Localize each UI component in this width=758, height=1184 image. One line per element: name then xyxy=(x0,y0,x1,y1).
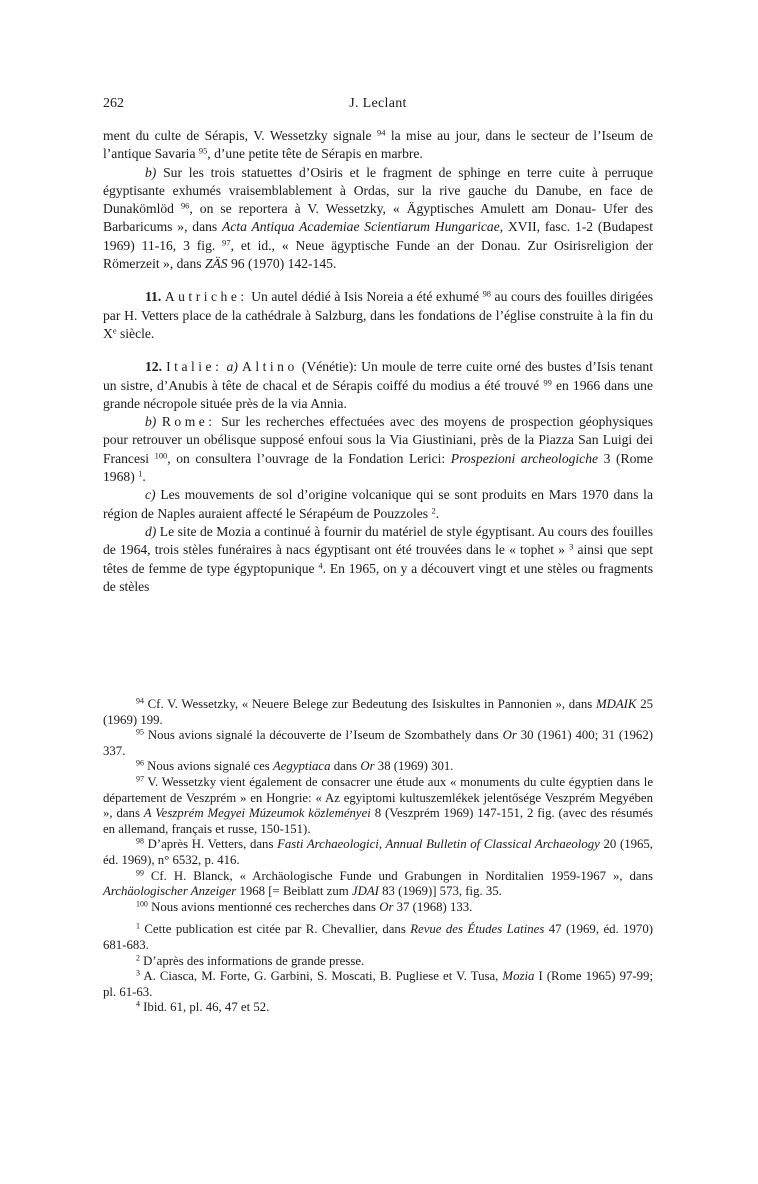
footnote: $^{97}$ V. Wessetzky vient également de consacrer une étude aux « monuments du culte égyptien dans le département de Veszprém » en Hongrie: « Az egyiptomi kultuszemlékek jelentősége Veszprém Megyében », dans A Veszprém Megyei Múzeumok közleményei 8 (Veszprém 1969) 147-151, 2 fig. (avec des résumés en allemand, français et russe, 150-151). xyxy=(103,774,653,836)
footnote: $^{94}$ Cf. V. Wessetzky, « Neuere Belege zur Bedeutung des Isiskultes in Pannonien », dans MDAIK 25 (1969) 199. xyxy=(103,696,653,727)
running-header xyxy=(103,96,653,116)
footnote: $^{95}$ Nous avions signalé la découverte de l’Iseum de Szombathely dans Or 30 (1961) 400; 31 (1962) 337. xyxy=(103,727,653,758)
footnote: $^{100}$ Nous avions mentionné ces recherches dans Or 37 (1968) 133. xyxy=(136,899,473,914)
footnote: $^{96}$ Nous avions signalé ces Aegyptiaca dans Or 38 (1969) 301. xyxy=(136,759,454,774)
paragraph-mozia: d) Le site de Mozia a continué à fournir du matériel de style égyptisant. Au cours des fouilles de 1964, trois stèles funéraires à nacs égyptisant ont été trouvées dans le « tophet » $^3$ ainsi que sept têtes de femme de type égyptopunique $^4$. En 1965, on y a découvert vingt et une stèles ou fragments de stèles xyxy=(103,523,653,594)
running-title: J. Leclant xyxy=(349,96,407,111)
footnote: $^3$ A. Ciasca, M. Forte, G. Garbini, S. Moscati, B. Pugliese et V. Tusa, Mozia I (Rome 1965) 97-99; pl. 61-63. xyxy=(103,968,654,999)
main-text xyxy=(103,127,653,596)
footnote: $^{98}$ D’après H. Vetters, dans Fasti Archaeologici, Annual Bulletin of Classical Archaeology 20 (1965, éd. 1969), n° 6532, p. 416. xyxy=(103,836,654,867)
footnotes xyxy=(103,697,653,1016)
footnote: $^1$ Cette publication est citée par R. Chevallier, dans Revue des Études Latines 47 (1969, éd. 1970) 681-683. xyxy=(103,921,653,952)
paragraph-serapis: ment du culte de Sérapis, V. Wessetzky signale $^{94}$ la mise au jour, dans le secteur de l’Iseum de l’antique Savaria $^{95}$, d’une petite tête de Sérapis en marbre. xyxy=(103,127,653,162)
footnote: $^2$ D’après des informations de grande presse. xyxy=(136,953,365,968)
paragraph-ordas: b) Sur les trois statuettes d’Osiris et le fragment de sphinge en terre cuite à perruque égyptisante exhumés vraisemblablement à Ordas, sur la rive gauche du Danube, en face de Dunakömlöd $^{96}$, on se reportera à V. Wessetzky, « Ägyptisches Amulett am Donau- Ufer des Barbaricums », dans Acta Antiqua Academiae Scientiarum Hungaricae, XVII, fasc. 1-2 (Budapest 1969) 11-16, 3 fig. $^{97}$, et id., « Neue ägyptische Funde an der Donau. Zur Osirisreligion der Römerzeit », dans ZÄS 96 (1970) 142-145. xyxy=(103,164,654,272)
paragraph-pouzzoles: c) Les mouvements de sol d’origine volcanique qui se sont produits en Mars 1970 dans la région de Naples auraient affecté le Sérapéum de Pouzzoles $^2$. xyxy=(103,487,653,521)
page-number: 262 xyxy=(103,96,124,111)
section-12-italie: 12. Italie: a) Altino (Vénétie): Un moule de terre cuite orné des bustes d’Isis tenant un sistre, d’Anubis à tête de chacal et de Sérapis coiffé du modius a été trouvé $^{99}$ en 1966 dans une grande nécropole située près de la via Annia. xyxy=(103,359,653,411)
paragraph-rome: b) Rome: Sur les recherches effectuées avec des moyens de prospection géophysiques pour retrouver un obélisque supposé enfoui sous la Via Giustiniani, près de la Piazza San Luigi dei Francesi $^{100}$, on consultera l’ouvrage de la Fondation Lerici: Prospezioni archeologiche 3 (Rome 1968) $^1$. xyxy=(103,414,653,485)
footnote: $^{99}$ Cf. H. Blanck, « Archäologische Funde und Grabungen in Norditalien 1959-1967 », dans Archäologischer Anzeiger 1968 [= Beiblatt zum JDAI 83 (1969)] 573, fig. 35. xyxy=(103,868,653,899)
footnote: $^4$ Ibid. 61, pl. 46, 47 et 52. xyxy=(136,999,270,1015)
section-11-autriche: 11. Autriche: Un autel dédié à Isis Noreia a été exhumé $^{98}$ au cours des fouilles dirigées par H. Vetters place de la cathédrale à Salzburg, dans les fondations de l’église construite à la fin du Xe siècle. xyxy=(103,288,653,341)
